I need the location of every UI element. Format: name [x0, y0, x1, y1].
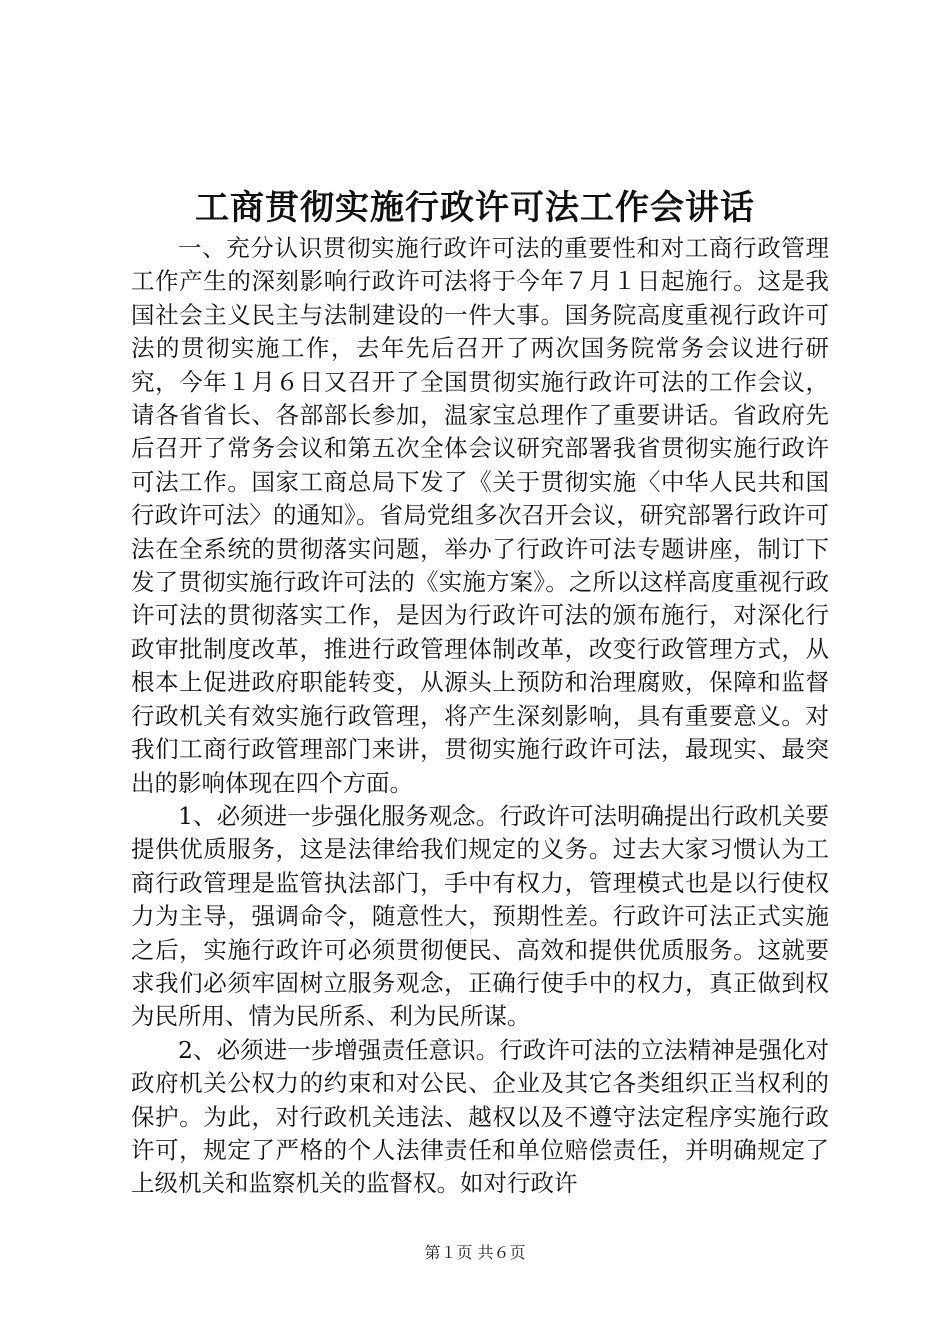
paragraph-intro: 一、充分认识贯彻实施行政许可法的重要性和对工商行政管理工作产生的深刻影响行政许可法将于今年７月１日起施行。这是我国社会主义民主与法制建设的一件大事。国务院高度重视行政许可法的贯彻实施工作，去年先后召开了两次国务院常务会议进行研究，今年１月６日又召开了全国贯彻实施行政许可法的工作会议，请各省省长、各部部长参加，温家宝总理作了重要讲话。省政府先后召开了常务会议和第五次全体会议研究部署我省贯彻实施行政许可法工作。国家工商总局下发了《关于贯彻实施〈中华人民共和国行政许可法〉的通知》。省局党组多次召开会议，研究部署行政许可法在全系统的贯彻落实问题，举办了行政许可法专题讲座，制订下发了贯彻实施行政许可法的《实施方案》。之所以这样高度重视行政许可法的贯彻落实工作，是因为行政许可法的颁布施行，对深化行政审批制度改革，推进行政管理体制改革，改变行政管理方式，从根本上促进政府职能转变，从源头上预防和治理腐败，保障和监督行政机关有效实施行政管理，将产生深刻影响，具有重要意义。对我们工商行政管理部门来讲，贯彻实施行政许可法，最现实、最突出的影响体现在四个方面。 [131, 234, 829, 797]
document-title: 工商贯彻实施行政许可法工作会讲话 [195, 188, 755, 228]
page-footer [0, 1242, 950, 1264]
page-number-indicator: 第１页 共６页 [424, 1243, 526, 1262]
document-body [131, 232, 829, 1201]
paragraph-responsibility: 2、必须进一步增强责任意识。行政许可法的立法精神是强化对政府机关公权力的约束和对公民、企业及其它各类组织正当权利的保护。为此，对行政机关违法、越权以及不遵守法定程序实施行政许可，规定了严格的个人法律责任和单位赔偿责任，并明确规定了上级机关和监察机关的监督权。如对行政许 [131, 1035, 829, 1198]
paragraph-service-awareness: 1、必须进一步强化服务观念。行政许可法明确提出行政机关要提供优质服务，这是法律给我们规定的义务。过去大家习惯认为工商行政管理是监管执法部门，手中有权力，管理模式也是以行使权力为主导，强调命令，随意性大，预期性差。行政许可法正式实施之后，实施行政许可必须贯彻便民、高效和提供优质服务。这就要求我们必须牢固树立服务观念，正确行使手中的权力，真正做到权为民所用、情为民所系、利为民所谋。 [131, 801, 829, 1031]
